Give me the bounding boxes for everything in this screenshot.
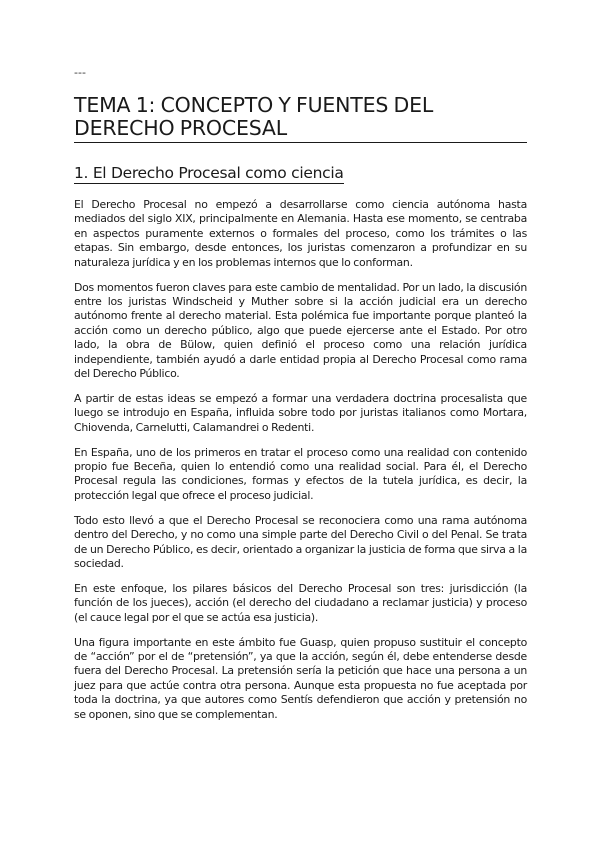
paragraph-6: En este enfoque, los pilares básicos del Derecho Procesal son tres: jurisdicción (la función de los jueces), acción (el derecho del ciudadano a reclamar justicia) y proceso (el cauce legal por el que se actúa esa justicia). — [74, 581, 527, 624]
paragraph-5: Todo esto llevó a que el Derecho Procesal se reconociera como una rama autónoma dentro del Derecho, y no como una simple parte del Derecho Civil o del Penal. Se trata de un Derecho Público, es decir, orientado a organizar la justicia de forma que sirva a la sociedad. — [74, 513, 527, 570]
paragraph-2: Dos momentos fueron claves para este cambio de mentalidad. Por un lado, la discusión entre los juristas Windscheid y Muther sobre si la acción judicial era un derecho autónomo frente al derecho material. Esta polémica fue importante porque planteó la acción como un derecho público, algo que puede ejercerse ante el Estado. Por otro lado, la obra de Bülow, quien definió el proceso como una relación jurídica independiente, también ayudó a darle entidad propia al Derecho Procesal como rama del Derecho Público. — [74, 280, 527, 380]
page-title: TEMA 1: CONCEPTO Y FUENTES DEL DERECHO PROCESAL — [74, 94, 527, 143]
paragraph-4: En España, uno de los primeros en tratar el proceso como una realidad con contenido propio fue Beceña, quien lo entendió como una realidad social. Para él, el Derecho Procesal regula las condiciones, formas y efectos de la tutela jurídica, es decir, la protección legal que ofrece el proceso judicial. — [74, 445, 527, 502]
section-heading: 1. El Derecho Procesal como ciencia — [74, 164, 344, 182]
paragraph-1: El Derecho Procesal no empezó a desarrollarse como ciencia autónoma hasta mediados del siglo XIX, principalmente en Alemania. Hasta ese momento, se centraba en aspectos puramente externos o formales del proceso, como los trámites o las etapas. Sin embargo, desde entonces, los juristas comenzaron a profundizar en su naturaleza jurídica y en los problemas internos que lo conforman. — [74, 198, 527, 269]
document-page — [74, 66, 527, 733]
paragraph-3: A partir de estas ideas se empezó a formar una verdadera doctrina procesalista que luego se introdujo en España, influida sobre todo por juristas italianos como Mortara, Chiovenda, Carnelutti, Calamandrei o Redenti. — [74, 391, 527, 434]
separator: --- — [74, 66, 86, 79]
paragraph-7: Una figura importante en este ámbito fue Guasp, quien propuso sustituir el concepto de “acción” por el de “pretensión”, ya que la acción, según él, debe entenderse desde fuera del Derecho Procesal. La pretensión sería la petición que hace una persona a un juez para que actúe contra otra persona. Aunque esta propuesta no fue aceptada por toda la doctrina, ya que autores como Sentís defendieron que acción y pretensión no se oponen, sino que se complementan. — [74, 635, 527, 721]
